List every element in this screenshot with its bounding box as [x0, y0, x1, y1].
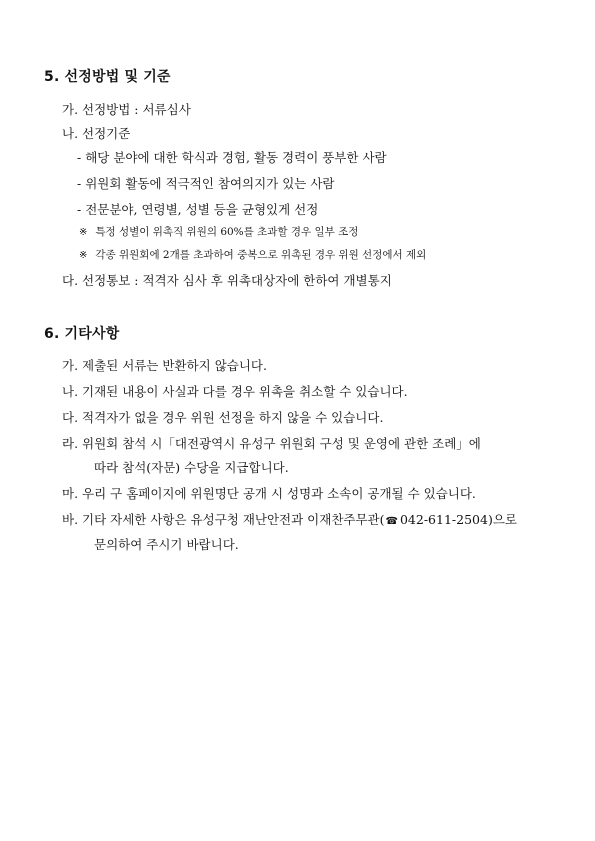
section-5-title: 5. 선정방법 및 기준	[44, 69, 171, 85]
note-text: 특정 성별이 위촉직 위원의 60%를 초과할 경우 일부 조정	[95, 226, 359, 238]
phone-number: 042-611-2504	[399, 512, 488, 527]
selection-criteria-heading: 나. 선정기준	[62, 126, 131, 141]
reference-mark: ※	[79, 250, 88, 261]
contact-text: 바. 기타 자세한 사항은 유성구청 재난안전과 이재찬주무관(	[62, 512, 385, 527]
criteria-item: - 해당 분야에 대한 학식과 경험, 활동 경력이 풍부한 사람	[77, 150, 387, 165]
criteria-item: - 위원회 활동에 적극적인 참여의지가 있는 사람	[77, 176, 335, 191]
criteria-item: - 전문분야, 연령별, 성별 등을 균형있게 선정	[77, 202, 319, 217]
phone-icon: ☎	[385, 516, 398, 527]
selection-method: 가. 선정방법 : 서류심사	[62, 102, 191, 117]
misc-item: 나. 기재된 내용이 사실과 다를 경우 위촉을 취소할 수 있습니다.	[62, 384, 408, 399]
note-text: 각종 위원회에 2개를 초과하여 중복으로 위촉된 경우 위원 선정에서 제외	[95, 249, 427, 261]
note-item	[79, 224, 358, 239]
note-item	[79, 247, 426, 262]
selection-notice: 다. 선정통보 : 적격자 심사 후 위촉대상자에 한하여 개별통지	[62, 273, 392, 288]
section-6-title: 6. 기타사항	[44, 326, 120, 342]
misc-item: 다. 적격자가 없을 경우 위원 선정을 하지 않을 수 있습니다.	[62, 410, 384, 425]
contact-text-end: )으로	[487, 512, 517, 527]
misc-item-contact	[62, 510, 517, 528]
misc-item: 마. 우리 구 홈페이지에 위원명단 공개 시 성명과 소속이 공개될 수 있습니다.	[62, 486, 476, 501]
misc-item: 라. 위원회 참석 시「대전광역시 유성구 위원회 구성 및 운영에 관한 조례」에	[62, 436, 481, 451]
misc-item-continuation: 문의하여 주시기 바랍니다.	[94, 537, 239, 552]
reference-mark: ※	[79, 227, 88, 238]
misc-item-continuation: 따라 참석(자문) 수당을 지급합니다.	[94, 460, 289, 475]
misc-item: 가. 제출된 서류는 반환하지 않습니다.	[62, 358, 267, 373]
